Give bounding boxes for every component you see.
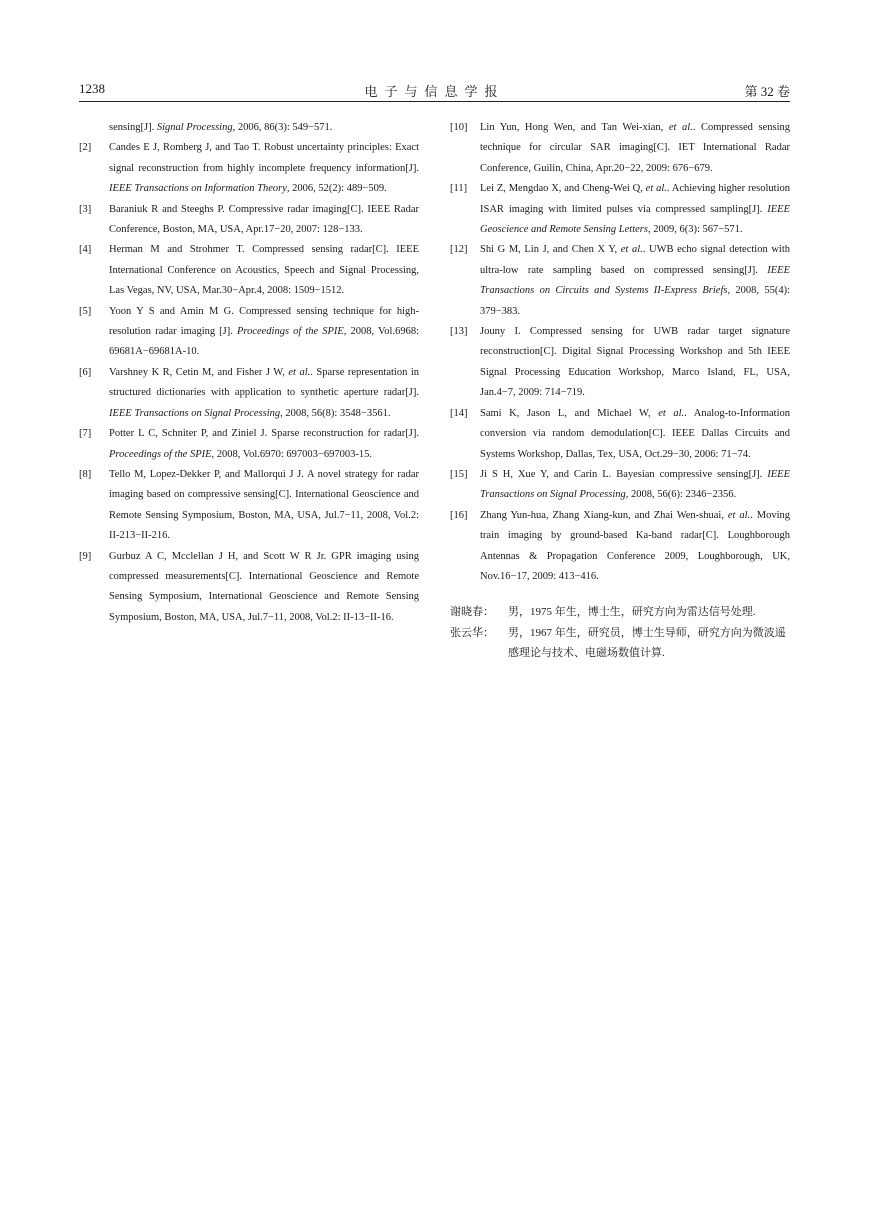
author-description: 男，1975 年生，博士生，研究方向为雷达信号处理. xyxy=(508,606,756,619)
reference-entry xyxy=(450,465,790,506)
reference-entry xyxy=(79,424,419,465)
reference-number: [13] xyxy=(450,326,468,338)
reference-entry xyxy=(79,465,419,547)
reference-text: Potter L C, Schniter P, and Ziniel J. Sparse reconstruction for radar[J]. xyxy=(109,428,419,440)
reference-number: [10] xyxy=(450,122,468,133)
reference-text: , 2008, Vol.6970: 697003−697003-15. xyxy=(211,448,372,460)
reference-italic-text: Signal Processing xyxy=(156,122,233,133)
reference-entry xyxy=(79,547,419,629)
reference-entry xyxy=(79,363,419,424)
author-bio xyxy=(450,602,790,622)
reference-number: [9] xyxy=(79,550,92,562)
reference-entry xyxy=(450,404,790,465)
reference-italic-text: IEEE Transactions on Signal Processing xyxy=(480,468,790,501)
reference-italic-text: IEEE Transactions on Circuits and Systems II-Express Briefs xyxy=(480,264,790,297)
reference-number: [14] xyxy=(450,407,468,419)
reference-entry xyxy=(450,322,790,404)
reference-text: Herman M and Strohmer T. Compressed sensing radar[C]. IEEE International Conference on Acoustics, Speech and Signal Processing, Las Vegas, NV, USA, Mar.30−Apr.4, 2008: 1509−1512. xyxy=(109,244,419,297)
reference-text: Lei Z, Mengdao X, and Cheng-Wei Q, xyxy=(480,183,646,195)
reference-text: Sami K, Jason L, and Michael W, xyxy=(480,407,659,419)
author-description: 男，1967 年生，研究员，博士生导师，研究方向为微波遥感理论与技术、电磁场数值计算. xyxy=(508,626,786,660)
page-number: 1238 xyxy=(79,81,105,96)
author-bios xyxy=(450,602,790,663)
reference-entry xyxy=(450,506,790,588)
reference-text: , 2009, 6(3): 567−571. xyxy=(647,224,743,236)
reference-text: sensing[J]. xyxy=(109,122,157,133)
reference-text: Shi G M, Lin J, and Chen X Y, xyxy=(480,244,621,256)
reference-text: . UWB echo signal detection with ultra-low rate sampling based on compressed sensing[J]. xyxy=(480,244,790,276)
reference-number: [12] xyxy=(450,244,468,256)
reference-text: Jouny I. Compressed sensing for UWB radar target signature reconstruction[C]. Digital Signal Processing Workshop and 5th IEEE Signal Processing Education Workshop, Marco Island, FL, USA, Jan.4−7, 2009: 714−719. xyxy=(480,326,790,399)
reference-italic-text: Proceedings of the SPIE xyxy=(236,326,344,338)
reference-text: Zhang Yun-hua, Zhang Xiang-kun, and Zhai Wen-shuai, xyxy=(480,509,728,521)
references-right-column xyxy=(450,118,790,664)
reference-italic-text: et al. xyxy=(288,366,311,378)
author-name: 谢晓春： xyxy=(450,606,494,619)
reference-text: , 2008, Vol.6968: 69681A−69681A-10. xyxy=(109,326,420,358)
reference-italic-text: et al. xyxy=(620,244,643,256)
reference-text: , 2006, 86(3): 549−571. xyxy=(232,122,333,133)
reference-italic-text: IEEE Geoscience and Remote Sensing Letters xyxy=(480,203,790,236)
reference-number: [6] xyxy=(79,366,92,378)
reference-number: [15] xyxy=(450,468,468,480)
reference-number: [3] xyxy=(79,203,92,215)
reference-italic-text: IEEE Transactions on Signal Processing xyxy=(109,407,281,419)
reference-entry xyxy=(450,118,790,179)
references-right-list xyxy=(450,118,790,587)
reference-italic-text: et al. xyxy=(645,183,667,195)
running-header xyxy=(79,79,790,102)
reference-text: . Compressed sensing technique for circular SAR imaging[C]. IET International Radar Conference, Guilin, China, Apr.20−22, 2009: 676−679. xyxy=(480,122,791,174)
reference-text: . Moving train imaging by ground-based Ka-band radar[C]. Loughborough Antennas & Propagation Conference 2009, Loughborough, UK, Nov.16−17, 2009: 413−416. xyxy=(480,509,790,582)
reference-entry xyxy=(450,240,790,322)
references-left-column xyxy=(79,118,419,628)
reference-text: Gurbuz A C, Mcclellan J H, and Scott W R Jr. GPR imaging using compressed measurements[C]. International Geoscience and Remote Sensing Symposium, International Geoscience and Remote Sensing Symposium, Boston, MA, USA, Jul.7−11, 2008, Vol.2: II-13−II-16. xyxy=(109,550,419,623)
reference-entry xyxy=(79,240,419,301)
reference-text: . Analog-to-Information conversion via random demodulation[C]. IEEE Dallas Circuits and Systems Workshop, Dallas, Tex, USA, Oct.29−30, 2006: 71−74. xyxy=(480,407,790,460)
author-name: 张云华： xyxy=(450,626,494,639)
reference-text: Baraniuk R and Steeghs P. Compressive radar imaging[C]. IEEE Radar Conference, Boston, MA, USA, Apr.17−20, 2007: 128−133. xyxy=(109,203,419,236)
reference-text: , 2006, 52(2): 489−509. xyxy=(286,183,387,195)
reference-text: , 2008, 55(4): 379−383. xyxy=(480,285,790,317)
reference-italic-text: IEEE Transactions on Information Theory xyxy=(109,183,287,195)
reference-number: [2] xyxy=(79,142,92,154)
reference-text: . Sparse representation in structured dictionaries with application to synthetic aperture radar[J]. xyxy=(109,366,420,399)
reference-text: , 2008, 56(8): 3548−3561. xyxy=(280,407,391,419)
reference-text: Varshney K R, Cetin M, and Fisher J W, xyxy=(109,366,289,378)
reference-entry xyxy=(79,302,419,363)
reference-number: [16] xyxy=(450,509,468,521)
volume-label: 第 32 卷 xyxy=(744,84,790,99)
reference-number: [5] xyxy=(79,305,92,317)
reference-text: Candes E J, Romberg J, and Tao T. Robust uncertainty principles: Exact signal reconstruction from highly incomplete frequency information[J]. xyxy=(109,142,419,174)
reference-entry xyxy=(79,138,419,199)
reference-text: Lin Yun, Hong Wen, and Tan Wei-xian, xyxy=(480,122,669,133)
reference-number: [11] xyxy=(450,183,468,195)
reference-italic-text: et al. xyxy=(668,122,693,133)
reference-entry xyxy=(79,118,419,138)
reference-italic-text: Proceedings of the SPIE xyxy=(109,448,212,460)
reference-italic-text: et al. xyxy=(658,407,685,419)
reference-text: , 2008, 56(6): 2346−2356. xyxy=(625,489,737,501)
reference-text: Tello M, Lopez-Dekker P, and Mallorqui J J. A novel strategy for radar imaging based on compressive sensing[C]. International Geoscience and Remote Sensing Symposium, Boston, MA, USA, Jul.7−11, 2008, Vol.2: II-213−II-216. xyxy=(109,468,419,542)
reference-text: . Achieving higher resolution ISAR imaging with limited pulses via compressed sampling[J]. xyxy=(480,183,790,215)
reference-number: [7] xyxy=(79,428,92,440)
reference-italic-text: et al. xyxy=(727,509,751,521)
reference-text: Yoon Y S and Amin M G. Compressed sensing technique for high-resolution radar imaging [J]. xyxy=(109,305,419,338)
reference-number: [4] xyxy=(79,244,92,256)
reference-text: Ji S H, Xue Y, and Carin L. Bayesian compressive sensing[J]. xyxy=(480,468,768,480)
reference-entry xyxy=(450,179,790,240)
author-bio xyxy=(450,623,790,664)
journal-title: 电子与信息学报 xyxy=(364,84,505,99)
reference-entry xyxy=(79,200,419,241)
reference-number: [8] xyxy=(79,468,92,480)
